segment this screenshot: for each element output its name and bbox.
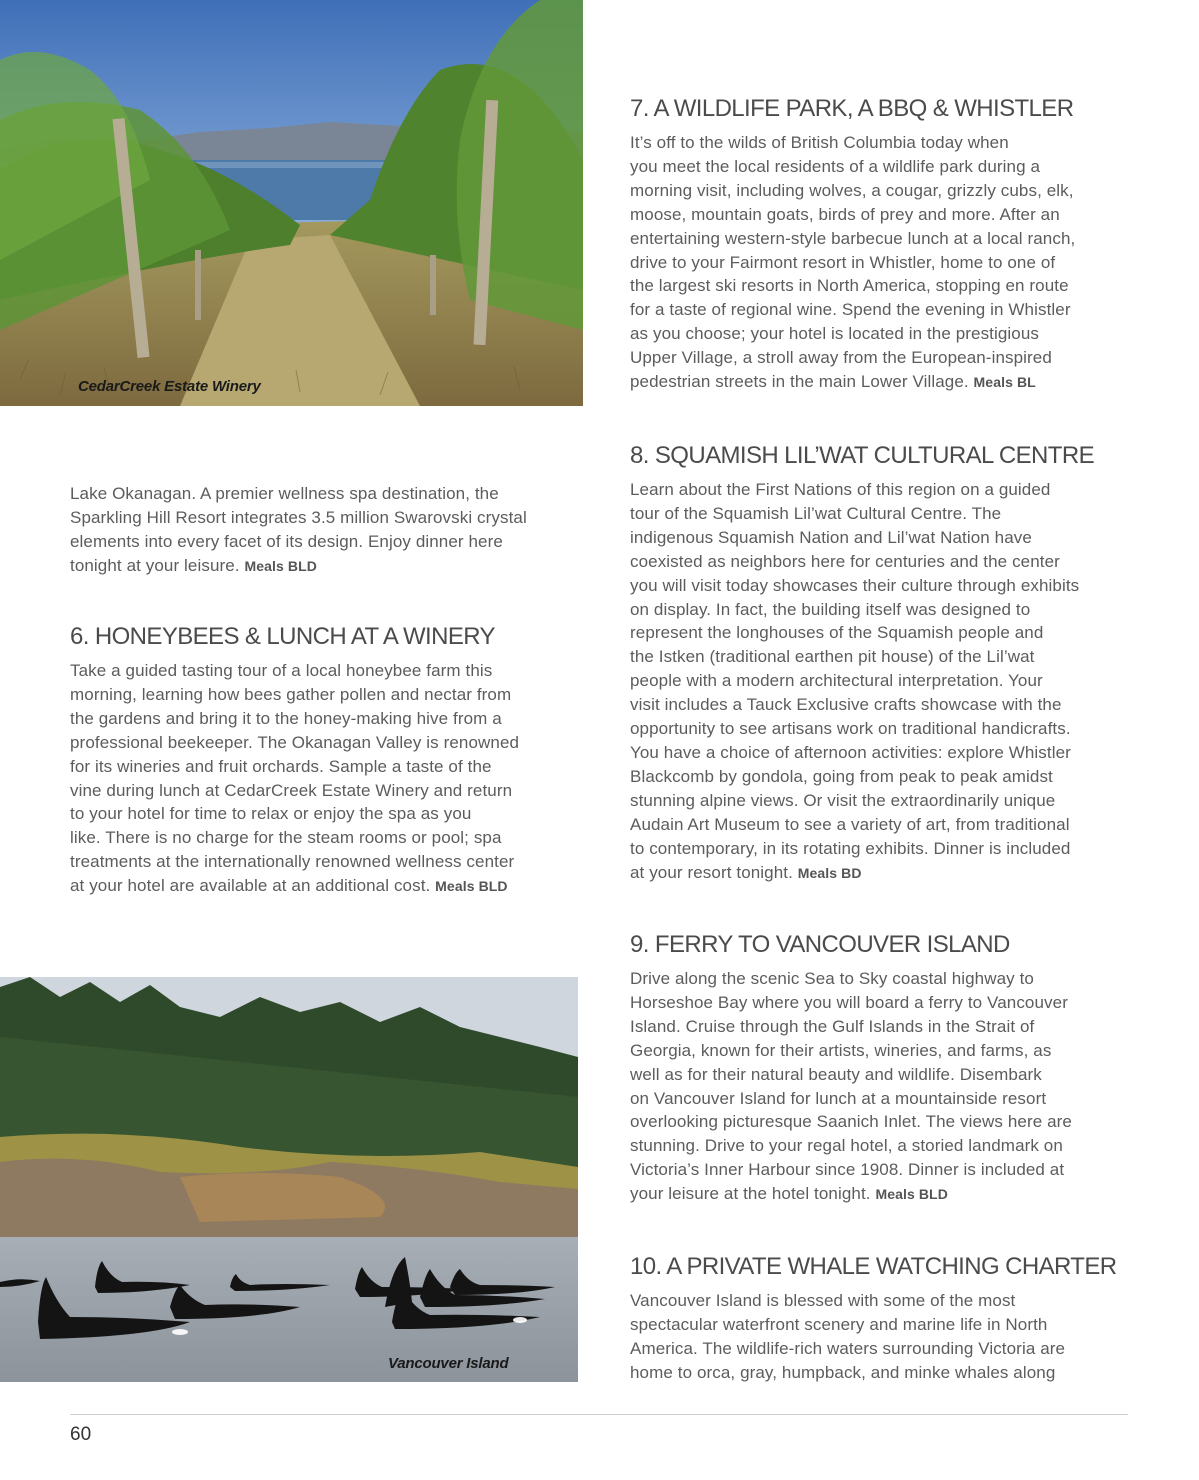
text-line: well as for their natural beauty and wildlife. Disembark: [630, 1064, 1042, 1084]
section-text: [630, 131, 1075, 395]
continuation-text: [70, 482, 527, 579]
footer-divider: [70, 1414, 1128, 1415]
text-line: Take a guided tasting tour of a local honeybee farm this: [70, 661, 493, 680]
section-heading: 8. SQUAMISH LIL’WAT CULTURAL CENTRE: [630, 442, 1094, 469]
text-line: tour of the Squamish Lil’wat Cultural Centre. The: [630, 503, 1002, 523]
text-line: visit includes a Tauck Exclusive crafts showcase with the: [630, 695, 1062, 715]
text-line: to your hotel for time to relax or enjoy the spa as you: [70, 804, 472, 824]
text-line: pedestrian streets in the main Lower Village. Meals BL: [630, 372, 1036, 392]
text-line: people with a modern architectural interpretation. Your: [630, 671, 1043, 691]
text-line: stunning alpine views. Or visit the extraordinarily unique: [630, 790, 1056, 810]
section-day-10: [630, 1253, 1117, 1385]
text-line: on Vancouver Island for lunch at a mountainside resort: [630, 1088, 1047, 1108]
text-line: on display. In fact, the building itself was designed to: [630, 599, 1031, 619]
whales-caption: Vancouver Island: [388, 1355, 509, 1372]
whales-photo: [0, 977, 578, 1382]
text-line: as you choose; your hotel is located in the prestigious: [630, 324, 1040, 344]
text-line: Sparkling Hill Resort integrates 3.5 million Swarovski crystal: [70, 507, 527, 527]
text-line: the Istken (traditional earthen pit house) of the Lil’wat: [630, 647, 1035, 667]
text-line: your leisure at the hotel tonight. Meals BLD: [630, 1184, 948, 1204]
meals-label: Meals BD: [797, 864, 862, 881]
text-line: Georgia, known for their artists, wineries, and farms, as: [630, 1040, 1052, 1060]
text-line: entertaining western-style barbecue lunch at a local ranch,: [630, 228, 1076, 248]
meals-label: Meals BL: [973, 374, 1036, 391]
text-line: for its wineries and fruit orchards. Sample a taste of the: [70, 756, 492, 776]
text-line: morning visit, including wolves, a cougar, grizzly cubs, elk,: [630, 180, 1074, 200]
page-number: 60: [70, 1424, 92, 1445]
section-text: [630, 1289, 1117, 1385]
text-line: Upper Village, a stroll away from the European-inspired: [630, 348, 1052, 368]
text-line: professional beekeeper. The Okanagan Valley is renowned: [70, 732, 520, 752]
text-line: like. There is no charge for the steam rooms or pool; spa: [70, 828, 502, 848]
text-line: indigenous Squamish Nation and Lil’wat Nation have: [630, 527, 1032, 547]
text-line: for a taste of regional wine. Spend the evening in Whistler: [630, 300, 1071, 320]
section-heading: 10. A PRIVATE WHALE WATCHING CHARTER: [630, 1253, 1117, 1280]
text-line: at your resort tonight. Meals BD: [630, 862, 862, 882]
section-day-9: [630, 931, 1072, 1207]
text-line: coexisted as neighbors here for centuries and the center: [630, 551, 1060, 571]
winery-photo: [0, 0, 583, 406]
text-line: Audain Art Museum to see a variety of art, from traditional: [630, 814, 1070, 834]
text-line: the largest ski resorts in North America, stopping en route: [630, 276, 1069, 296]
text-line: America. The wildlife-rich waters surrounding Victoria are: [630, 1338, 1066, 1358]
section-text: [630, 478, 1094, 885]
text-line: Drive along the scenic Sea to Sky coastal highway to: [630, 969, 1034, 988]
text-line: home to orca, gray, humpback, and minke whales along: [630, 1362, 1056, 1382]
text-line: spectacular waterfront scenery and marine life in North: [630, 1314, 1048, 1334]
text-line: drive to your Fairmont resort in Whistler, home to one of: [630, 252, 1056, 272]
text-line: Lake Okanagan. A premier wellness spa destination, the: [70, 484, 499, 503]
text-line: vine during lunch at CedarCreek Estate Winery and return: [70, 780, 513, 800]
text-line: It’s off to the wilds of British Columbia today when: [630, 133, 1009, 152]
text-line: Blackcomb by gondola, going from peak to peak amidst: [630, 766, 1053, 786]
section-day-7: [630, 95, 1075, 395]
section-day-6: [70, 623, 519, 899]
text-line: moose, mountain goats, birds of prey and more. After an: [630, 204, 1060, 224]
text-line: Learn about the First Nations of this region on a guided: [630, 480, 1051, 499]
text-line: you meet the local residents of a wildlife park during a: [630, 156, 1041, 176]
section-heading: 9. FERRY TO VANCOUVER ISLAND: [630, 931, 1010, 958]
text-line: tonight at your leisure. Meals BLD: [70, 555, 317, 575]
text-line: treatments at the internationally renowned wellness center: [70, 852, 515, 872]
text-line: Horseshoe Bay where you will board a ferry to Vancouver: [630, 992, 1068, 1012]
text-line: You have a choice of afternoon activities: explore Whistler: [630, 742, 1071, 762]
section-heading: 6. HONEYBEES & LUNCH AT A WINERY: [70, 623, 495, 650]
section-text: [630, 967, 1072, 1207]
meals-label: Meals BLD: [435, 878, 508, 895]
text-line: the gardens and bring it to the honey-making hive from a: [70, 708, 502, 728]
text-line: morning, learning how bees gather pollen and nectar from: [70, 684, 512, 704]
section-heading: 7. A WILDLIFE PARK, A BBQ & WHISTLER: [630, 95, 1074, 122]
section-text: [70, 659, 519, 899]
text-line: Vancouver Island is blessed with some of the most: [630, 1291, 1016, 1310]
meals-label: Meals BLD: [875, 1186, 948, 1203]
text-line: to contemporary, in its rotating exhibits. Dinner is included: [630, 838, 1071, 858]
continuation-block: [70, 482, 527, 579]
text-line: represent the longhouses of the Squamish people and: [630, 623, 1044, 643]
section-day-8: [630, 442, 1094, 885]
text-line: opportunity to see artisans work on traditional handicrafts.: [630, 719, 1071, 739]
text-line: overlooking picturesque Saanich Inlet. The views here are: [630, 1112, 1072, 1132]
text-line: stunning. Drive to your regal hotel, a storied landmark on: [630, 1136, 1063, 1156]
text-line: elements into every facet of its design. Enjoy dinner here: [70, 531, 503, 551]
text-line: Victoria’s Inner Harbour since 1908. Dinner is included at: [630, 1160, 1065, 1180]
text-line: at your hotel are available at an additional cost. Meals BLD: [70, 876, 508, 896]
winery-caption: CedarCreek Estate Winery: [78, 378, 261, 395]
text-line: you will visit today showcases their culture through exhibits: [630, 575, 1080, 595]
text-line: Island. Cruise through the Gulf Islands in the Strait of: [630, 1016, 1035, 1036]
meals-label: Meals BLD: [244, 557, 317, 574]
